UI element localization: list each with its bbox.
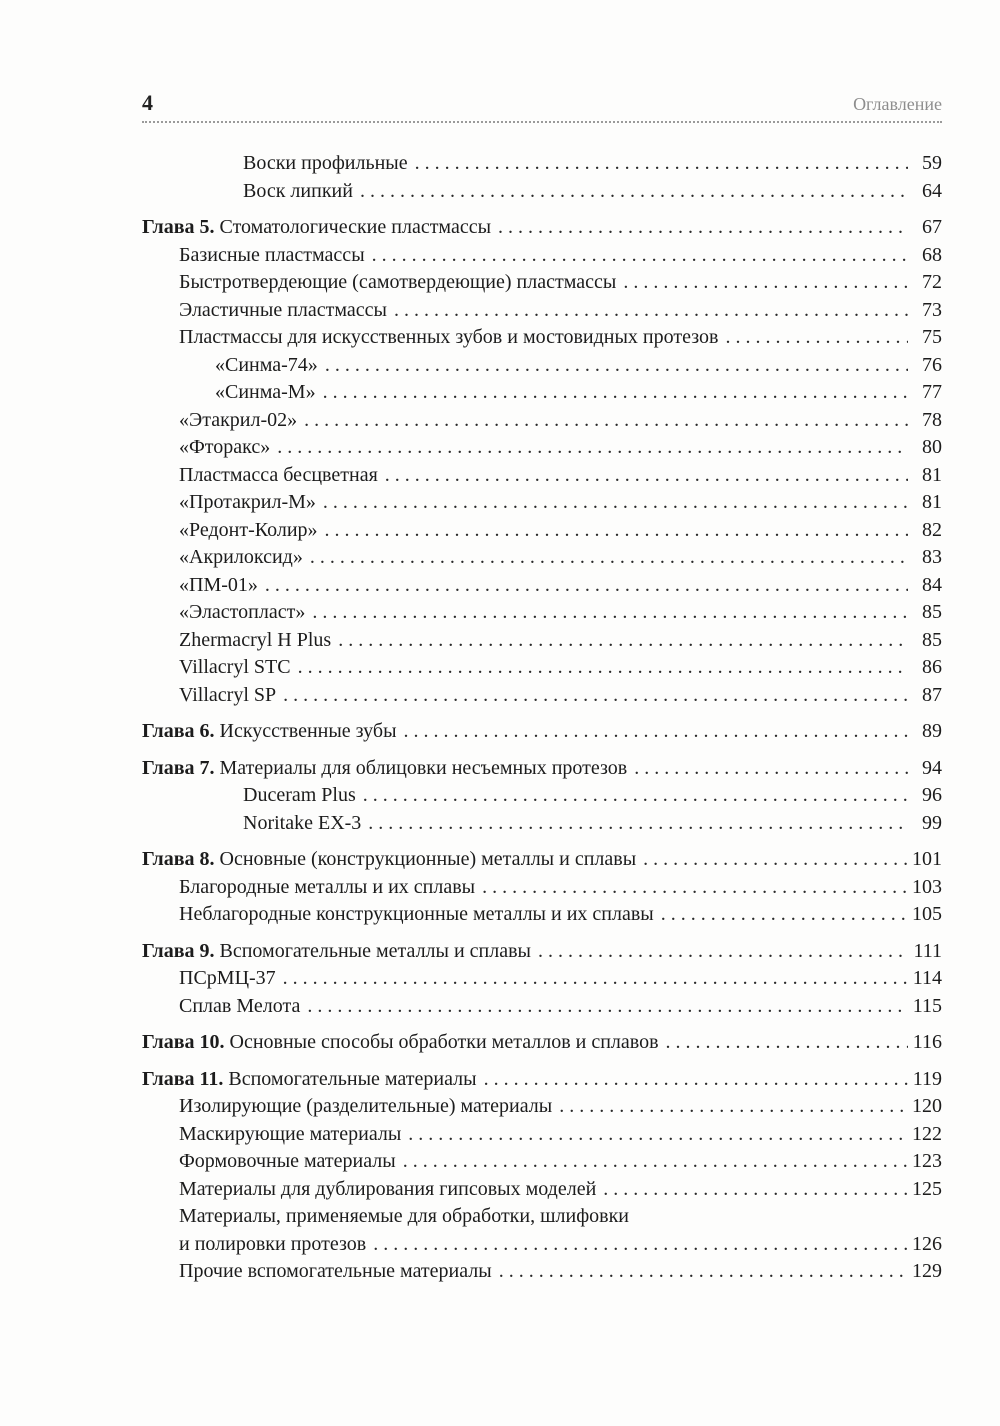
toc-entry-page: 86 (922, 656, 942, 678)
toc-entry (142, 1029, 942, 1057)
toc-entry (179, 572, 942, 600)
dot-leader (283, 682, 908, 710)
toc-entry-page: 73 (922, 298, 942, 321)
toc-entry-title: Материалы, применяемые для обработки, шлифовки (179, 1205, 630, 1227)
toc-entry-page: 75 (922, 326, 942, 348)
toc-entry-page: 126 (912, 1232, 942, 1255)
toc-entry (142, 1066, 942, 1094)
toc-entry (243, 150, 942, 178)
dot-leader (499, 1258, 908, 1286)
toc-entry-page: 103 (912, 875, 942, 898)
dot-leader (634, 755, 908, 783)
toc-entry-page: 119 (912, 1067, 942, 1090)
toc-entry-page: 101 (912, 848, 942, 870)
toc-entry-title: Прочие вспомогательные материалы (179, 1260, 492, 1282)
dot-leader (482, 874, 908, 902)
dot-leader (643, 846, 908, 874)
toc-entry (142, 846, 942, 874)
toc-entry (142, 718, 942, 746)
toc-entry (179, 901, 942, 929)
page-header (142, 90, 942, 116)
toc-entry (179, 1121, 942, 1149)
toc-entry (142, 214, 942, 242)
toc-entry-page: 105 (912, 903, 942, 925)
toc-entry-page: 81 (922, 463, 942, 486)
toc-entry (179, 517, 942, 545)
dot-leader (498, 214, 908, 242)
toc-entry-page: 89 (922, 720, 942, 742)
toc-entry (179, 874, 942, 902)
dot-leader (415, 150, 908, 178)
dot-leader (360, 178, 908, 206)
dot-leader (338, 627, 908, 655)
dot-leader (372, 242, 908, 270)
dot-leader (394, 297, 908, 325)
header-dotted-rule (142, 116, 942, 123)
toc-entry-page: 123 (912, 1150, 942, 1172)
toc-entry-page: 82 (922, 518, 942, 541)
toc-entry-page: 83 (922, 546, 942, 568)
toc-entry-title: Вспомогательные материалы (228, 1067, 477, 1090)
toc-entry-page: 115 (912, 994, 942, 1017)
toc-entry (179, 654, 942, 682)
toc-entry (215, 379, 942, 407)
toc-entry (179, 1258, 942, 1286)
dot-leader (304, 407, 908, 435)
toc-entry-page: 85 (922, 601, 942, 623)
toc-entry-title: Пластмассы для искусственных зубов и мостовидных протезов (179, 326, 719, 348)
toc-entry (179, 599, 942, 627)
toc-entry-title: Пластмасса бесцветная (179, 463, 378, 486)
toc-entry-page: 67 (922, 216, 942, 238)
dot-leader (283, 965, 908, 993)
toc-entry-title: Материалы для дублирования гипсовых моделей (179, 1177, 597, 1200)
toc-entry (179, 993, 942, 1021)
toc-entry (243, 782, 942, 810)
toc-entry (142, 755, 942, 783)
toc-entry (142, 938, 942, 966)
toc-entry (179, 434, 942, 462)
toc-entry (179, 1231, 942, 1259)
running-head-title: Оглавление (853, 94, 942, 114)
toc-entry-chapter-label: Глава 7. (142, 756, 220, 779)
dot-leader (323, 379, 908, 407)
toc-entry-chapter-label: Глава 9. (142, 939, 220, 962)
toc-entry-title: Воск липкий (243, 179, 353, 202)
toc-entry-page: 64 (922, 179, 942, 202)
toc-entry-title: «Фторакс» (179, 436, 271, 458)
dot-leader (404, 718, 908, 746)
dot-leader (265, 572, 908, 600)
dot-leader (538, 938, 908, 966)
toc-entry (179, 544, 942, 572)
toc-entry-page: 77 (922, 381, 942, 403)
toc-entry-title: «Редонт-Колир» (179, 518, 318, 541)
dot-leader (559, 1093, 908, 1121)
dot-leader (603, 1176, 908, 1204)
dot-leader (325, 517, 908, 545)
toc-entry (179, 1093, 942, 1121)
toc-entry-title: и полировки протезов (179, 1232, 367, 1255)
toc-entry-page: 72 (922, 271, 942, 293)
dot-leader (368, 810, 908, 838)
page-number: 4 (142, 90, 153, 115)
toc-entry-title: «ПМ-01» (179, 573, 258, 596)
toc-entry (179, 627, 942, 655)
dot-leader (623, 269, 908, 297)
toc-entry-page: 76 (922, 353, 942, 376)
toc-entry-title: Duceram Plus (243, 784, 356, 806)
toc-entry-page: 81 (922, 491, 942, 513)
toc-entry-title: Villacryl SP (179, 683, 277, 706)
dot-leader (725, 324, 908, 352)
dot-leader (385, 462, 908, 490)
toc-entry-chapter-label: Глава 5. (142, 216, 220, 238)
toc-entry-title: Базисные пластмассы (179, 243, 365, 266)
toc-entry (179, 297, 942, 325)
dot-leader (312, 599, 908, 627)
toc-entry-chapter-label: Глава 6. (142, 720, 220, 742)
toc-entry-title: «Синма-74» (215, 353, 318, 376)
toc-entry-page: 80 (922, 436, 942, 458)
dot-leader (325, 352, 908, 380)
toc-entry (179, 324, 942, 352)
toc-entry-page: 94 (922, 756, 942, 779)
toc-entry-chapter-label: Глава 10. (142, 1031, 230, 1053)
toc-entry-title: Сплав Мелота (179, 994, 301, 1017)
dot-leader (277, 434, 908, 462)
dot-leader (408, 1121, 908, 1149)
toc-entry-page: 116 (912, 1031, 942, 1053)
toc-entry-title: Основные способы обработки металлов и сплавов (229, 1031, 659, 1053)
dot-leader (310, 544, 908, 572)
toc-entry-title: Материалы для облицовки несъемных протезов (219, 756, 628, 779)
toc-entry-title: ПСрМЦ-37 (179, 967, 276, 989)
toc-entry-title: «Акрилоксид» (179, 546, 303, 568)
toc-entry-title: Благородные металлы и их сплавы (179, 875, 476, 898)
toc-entry-title: Формовочные материалы (179, 1150, 396, 1172)
toc-entry (179, 1203, 942, 1231)
toc-entry (215, 352, 942, 380)
toc-entry (243, 178, 942, 206)
toc-entry-title: Zhermacryl H Plus (179, 628, 332, 651)
toc-entry-page: 85 (922, 628, 942, 651)
toc-entry-chapter-label: Глава 11. (142, 1067, 229, 1090)
dot-leader (298, 654, 908, 682)
toc-entry-page: 99 (922, 811, 942, 834)
toc-entry (179, 462, 942, 490)
toc-entry (179, 242, 942, 270)
toc-entry-page: 78 (922, 408, 942, 431)
dot-leader (403, 1148, 908, 1176)
toc-entry-title: Эластичные пластмассы (179, 298, 387, 321)
dot-leader (661, 901, 908, 929)
toc-entry (179, 1176, 942, 1204)
toc-entry-title: Быстротвердеющие (самотвердеющие) пластмассы (179, 271, 617, 293)
toc-entry-title: «Синма-М» (215, 381, 316, 403)
toc-entry-page: 87 (922, 683, 942, 706)
dot-leader (373, 1231, 908, 1259)
toc-entry-title: Маскирующие материалы (179, 1122, 402, 1145)
toc-entry-title: «Протакрил-М» (179, 491, 316, 513)
toc-entry-page: 122 (912, 1122, 942, 1145)
toc-entry-page: 129 (912, 1260, 942, 1282)
toc-entry-title: Неблагородные конструкционные металлы и их сплавы (179, 903, 654, 925)
toc-entry-title: Стоматологические пластмассы (219, 216, 492, 238)
toc-entry-page: 111 (913, 939, 942, 962)
toc-entry-title: Villacryl STC (179, 656, 291, 678)
toc-entry (243, 810, 942, 838)
toc-entry-page: 84 (922, 573, 942, 596)
toc-entry (179, 1148, 942, 1176)
toc-entry-page: 96 (922, 784, 942, 806)
dot-leader (363, 782, 908, 810)
toc-entry-chapter-label: Глава 8. (142, 848, 220, 870)
dot-leader (307, 993, 908, 1021)
toc-entry-page: 59 (922, 152, 942, 174)
dot-leader (323, 489, 908, 517)
dot-leader (484, 1066, 908, 1094)
toc-entry-title: Воски профильные (243, 152, 408, 174)
toc-entry (179, 269, 942, 297)
toc-entry-title: Изолирующие (разделительные) материалы (179, 1095, 553, 1117)
toc-entry (179, 682, 942, 710)
toc-entry-title: «Эластопласт» (179, 601, 306, 623)
toc-entry-title: Вспомогательные металлы и сплавы (219, 939, 531, 962)
dot-leader (666, 1029, 908, 1057)
toc-entry (179, 489, 942, 517)
toc-entry-title: Основные (конструкционные) металлы и сплавы (219, 848, 637, 870)
toc-entry-page: 125 (912, 1177, 942, 1200)
toc-entry (179, 407, 942, 435)
toc-entry-page: 120 (912, 1095, 942, 1117)
toc-entry-page: 114 (912, 967, 942, 989)
toc-entry-title: Noritake EX-3 (243, 811, 362, 834)
toc-list (142, 150, 942, 1286)
toc-entry-title: «Этакрил-02» (179, 408, 298, 431)
toc-entry (179, 965, 942, 993)
toc-entry-title: Искусственные зубы (219, 720, 397, 742)
toc-entry-page: 68 (922, 243, 942, 266)
